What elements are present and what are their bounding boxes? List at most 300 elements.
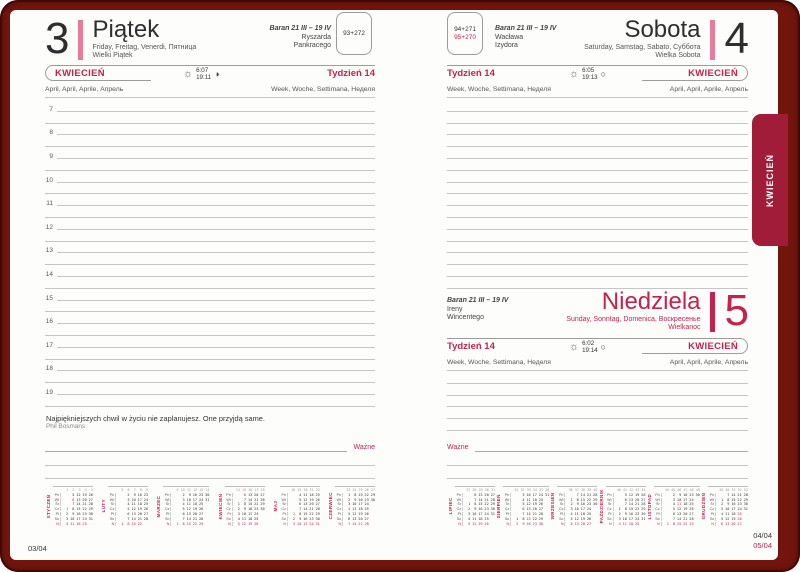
calendar-day: 5 bbox=[299, 497, 302, 502]
weekday-label: N bbox=[280, 522, 288, 526]
calendar-day: 19 bbox=[580, 516, 585, 521]
calendar-day: 10 bbox=[241, 511, 247, 516]
sunrise-sunset bbox=[196, 67, 211, 81]
calendar-day: 28 bbox=[743, 492, 748, 497]
friday-zodiac-block bbox=[270, 25, 331, 51]
calendar-day: 17 bbox=[478, 511, 483, 516]
calendar-day: 11 bbox=[303, 492, 308, 497]
calendar-day: 12 bbox=[241, 521, 247, 526]
calendar-day: 16 bbox=[478, 507, 483, 512]
mini-calendars-jan-jun bbox=[46, 486, 375, 526]
half-hour-line bbox=[45, 159, 375, 171]
calendar-day: 42 bbox=[629, 488, 634, 492]
calendar-day: 21 bbox=[192, 516, 198, 521]
calendar-day: 19 bbox=[297, 488, 302, 492]
sunrise-sunset bbox=[582, 340, 597, 354]
mini-calendar-SIERPIEŃ bbox=[496, 486, 549, 526]
week-intl: Week, Woche, Settimana, Неделя bbox=[271, 86, 375, 93]
weekday-label: Cz bbox=[504, 507, 510, 512]
calendar-day: 26 bbox=[364, 511, 369, 516]
calendar-day: 29 bbox=[538, 516, 544, 521]
weekday-label: Śr bbox=[108, 502, 116, 506]
calendar-day: 5 bbox=[721, 516, 724, 521]
calendar-day: 12 bbox=[186, 507, 191, 512]
calendar-day: 15 bbox=[247, 502, 253, 507]
calendar-day: 9 bbox=[679, 492, 682, 497]
calendar-day: 25 bbox=[82, 521, 87, 526]
hour-number: 11 bbox=[46, 200, 53, 208]
weekday-label: Pn bbox=[164, 492, 170, 497]
weekday-label: Cz bbox=[109, 507, 115, 512]
calendar-day: 13 bbox=[303, 502, 308, 507]
nameday: Ryszarda bbox=[301, 33, 331, 41]
half-hour-line bbox=[45, 112, 375, 124]
calendar-day: 11 bbox=[622, 521, 627, 526]
band-rule bbox=[151, 65, 375, 66]
rule-line bbox=[57, 323, 375, 324]
calendar-day: 31 bbox=[743, 507, 748, 512]
mini-calendar-LUTY bbox=[101, 486, 148, 526]
calendar-day: 3 bbox=[182, 497, 185, 502]
saturday-band bbox=[447, 65, 748, 98]
calendar-day: 25 bbox=[737, 511, 742, 516]
half-hour-line bbox=[45, 348, 375, 360]
calendar-day: 10 bbox=[622, 516, 627, 521]
calendar-day: 2 bbox=[127, 492, 130, 497]
calendar-day: 20 bbox=[82, 497, 87, 502]
calendar-day: 18 bbox=[309, 492, 314, 497]
rule-line bbox=[447, 466, 748, 479]
weekday-label: N bbox=[708, 522, 716, 526]
weekday-label: Cz bbox=[709, 507, 714, 512]
calendar-day: 27 bbox=[364, 516, 369, 521]
calendar-day: 25 bbox=[358, 488, 363, 492]
mini-calendar-month-name: KWIECIEŃ bbox=[217, 493, 223, 520]
calendar-day: 14 bbox=[731, 492, 736, 497]
calendar-day: 17 bbox=[247, 511, 253, 516]
calendar-day: 41 bbox=[622, 488, 627, 492]
page-number-left: 03/04 bbox=[28, 544, 47, 553]
calendar-day: 29 bbox=[689, 521, 694, 526]
friday-header bbox=[45, 14, 375, 66]
mini-calendar-month-name: LIPIEC bbox=[448, 497, 453, 515]
calendar-day: 17 bbox=[303, 521, 308, 526]
weekday-label: Cz bbox=[607, 507, 612, 512]
calendar-day: 19 bbox=[683, 507, 688, 512]
calendar-day: 2 bbox=[618, 511, 621, 516]
calendar-day: 20 bbox=[532, 507, 537, 512]
calendar-day: 14 bbox=[186, 516, 191, 521]
calendar-day: 28 bbox=[364, 521, 369, 526]
calendar-day: 24 bbox=[82, 516, 87, 521]
calendar-day: 8 bbox=[522, 516, 525, 521]
zodiac-sign: Baran 21 III – 19 IV bbox=[495, 25, 557, 32]
friday-day-name: Piątek bbox=[92, 16, 160, 43]
sun-icon: ☼ bbox=[183, 68, 194, 80]
hour-number: 14 bbox=[45, 270, 53, 278]
calendar-day: 9 bbox=[72, 511, 75, 516]
calendar-day: 13 bbox=[628, 497, 634, 502]
calendar-day: 33 bbox=[526, 488, 531, 492]
calendar-day: 9 bbox=[176, 488, 179, 492]
weekday-label: Pt bbox=[163, 512, 171, 516]
mini-calendar-month-name: MAJ bbox=[272, 500, 278, 512]
weekday-label: Wt bbox=[607, 497, 612, 502]
calendar-day: 10 bbox=[472, 511, 477, 516]
calendar-day: 28 bbox=[143, 516, 149, 521]
calendar-day: 19 bbox=[478, 521, 483, 526]
calendar-day: 6 bbox=[299, 502, 302, 507]
calendar-day: 16 bbox=[683, 492, 688, 497]
calendar-day: 11 bbox=[725, 511, 730, 516]
calendar-day: 23 bbox=[634, 511, 640, 516]
weekday-label: Pn bbox=[54, 492, 59, 497]
nameday: Pankracego bbox=[293, 42, 331, 49]
calendar-day: 7 bbox=[133, 488, 136, 492]
weekday-label: Wt bbox=[54, 497, 59, 502]
calendar-day: 3 bbox=[127, 497, 130, 502]
calendar-day: 19 bbox=[247, 521, 253, 526]
saturday-lines bbox=[447, 100, 748, 289]
calendar-day: 36 bbox=[545, 488, 550, 492]
calendar-day: 1 bbox=[66, 507, 69, 512]
calendar-day: 4 bbox=[348, 507, 351, 512]
weekday-label: Wt bbox=[504, 497, 510, 502]
calendar-day: 16 bbox=[247, 507, 253, 512]
calendar-day: 26 bbox=[143, 507, 149, 512]
calendar-day: 13 bbox=[478, 492, 483, 497]
calendar-day: 23 bbox=[689, 492, 694, 497]
calendar-day: 15 bbox=[303, 511, 308, 516]
mini-calendar-month-name: LUTY bbox=[101, 499, 107, 513]
calendar-day: 15 bbox=[478, 502, 483, 507]
calendar-day: 3 bbox=[618, 516, 621, 521]
calendar-day: 11 bbox=[70, 521, 75, 526]
weekday-label: Śr bbox=[53, 502, 61, 506]
calendar-day: 24 bbox=[254, 511, 259, 516]
important-row bbox=[447, 440, 748, 452]
calendar-day: 25 bbox=[198, 502, 204, 507]
calendar-day: 23 bbox=[254, 507, 259, 512]
calendar-day: 14 bbox=[303, 507, 308, 512]
calendar-day: 7 bbox=[182, 516, 185, 521]
calendar-day: 21 bbox=[309, 507, 314, 512]
rule-line bbox=[57, 205, 375, 206]
calendar-day: 39 bbox=[587, 488, 592, 492]
mini-calendar-GRUDZIEŃ bbox=[701, 486, 748, 526]
half-hour-line bbox=[45, 230, 375, 242]
hour-number: 9 bbox=[49, 152, 53, 160]
calendar-day: 29 bbox=[260, 502, 265, 507]
calendar-day: 49 bbox=[719, 488, 724, 492]
calendar-day: 18 bbox=[580, 511, 585, 516]
calendar-day: 27 bbox=[88, 497, 93, 502]
calendar-day: 43 bbox=[635, 488, 640, 492]
rule-line bbox=[447, 124, 748, 136]
calendar-day: 13 bbox=[131, 511, 136, 516]
hour-number: 8 bbox=[49, 129, 53, 137]
zodiac-sign: Baran 21 III – 19 IV bbox=[269, 25, 331, 32]
calendar-day: 8 bbox=[182, 521, 185, 526]
calendar-day: 20 bbox=[731, 521, 736, 526]
hour-number: 7 bbox=[49, 105, 53, 113]
calendar-day: 21 bbox=[358, 521, 363, 526]
calendar-day: 10 bbox=[352, 502, 357, 507]
weekday-label: So bbox=[164, 516, 170, 521]
calendar-day: 3 bbox=[570, 507, 573, 512]
moon-phase-icon: ○ bbox=[600, 69, 607, 79]
calendar-day: 11 bbox=[676, 502, 682, 507]
sunday-day-names-intl: Sunday, Sonntag, Domenica, Воскресенье bbox=[566, 316, 701, 323]
weekday-label: Śr bbox=[557, 502, 565, 506]
calendar-day: 14 bbox=[131, 516, 136, 521]
calendar-day: 15 bbox=[628, 507, 634, 512]
calendar-day: 8 bbox=[727, 497, 730, 502]
calendar-day: 23 bbox=[484, 507, 489, 512]
calendar-day: 9 bbox=[624, 511, 627, 516]
calendar-day: 6 bbox=[570, 521, 573, 526]
calendar-day: 17 bbox=[731, 507, 736, 512]
calendar-day: 2 bbox=[672, 492, 676, 497]
weekday-label: Wt bbox=[109, 497, 115, 502]
rule-line bbox=[475, 451, 748, 452]
weekday-label: Wt bbox=[336, 497, 342, 502]
rule-line bbox=[447, 453, 748, 466]
weekday-label: So bbox=[109, 516, 115, 521]
weekday-label: Pn bbox=[109, 492, 115, 497]
calendar-day: 14 bbox=[478, 497, 483, 502]
weekday-label: Pt bbox=[654, 512, 662, 516]
calendar-day: 48 bbox=[689, 488, 694, 492]
calendar-day: 13 bbox=[76, 497, 81, 502]
calendar-day: 21 bbox=[683, 516, 688, 521]
sunday-band bbox=[447, 338, 748, 371]
calendar-day: 18 bbox=[683, 502, 688, 507]
weekday-label: N bbox=[654, 522, 662, 526]
calendar-day: 7 bbox=[243, 497, 247, 502]
calendar-day: 10 bbox=[574, 507, 579, 512]
calendar-day: 9 bbox=[576, 502, 579, 507]
calendar-day: 9 bbox=[474, 507, 477, 512]
important-label: Ważne bbox=[447, 444, 469, 451]
weekday-label: So bbox=[504, 516, 510, 521]
calendar-day: 10 bbox=[526, 492, 531, 497]
calendar-day: 1 bbox=[721, 497, 724, 502]
rule-line bbox=[57, 182, 375, 183]
calendar-day: 6 bbox=[243, 492, 247, 497]
rule-line bbox=[447, 242, 748, 254]
weekday-label: So bbox=[456, 516, 461, 521]
weekday-label: Śr bbox=[225, 502, 233, 506]
sunrise-time: 6:02 bbox=[582, 340, 595, 347]
calendar-day: 18 bbox=[260, 488, 265, 492]
calendar-day: 22 bbox=[532, 516, 537, 521]
calendar-day: 4 bbox=[66, 521, 69, 526]
calendar-day: 38 bbox=[581, 488, 585, 492]
rule-line bbox=[447, 407, 748, 419]
calendar-day: 14 bbox=[76, 502, 81, 507]
calendar-day: 25 bbox=[143, 502, 149, 507]
mini-calendar-month-name: STYCZEŃ bbox=[46, 494, 51, 519]
calendar-day: 51 bbox=[731, 488, 736, 492]
accent-bar bbox=[78, 20, 83, 60]
calendar-day: 24 bbox=[484, 511, 489, 516]
calendar-day: 27 bbox=[689, 511, 694, 516]
calendar-day: 6 bbox=[127, 511, 130, 516]
calendar-day: 13 bbox=[574, 521, 579, 526]
calendar-day: 27 bbox=[466, 488, 471, 492]
extra-rules bbox=[447, 453, 748, 479]
rule-line bbox=[447, 183, 748, 195]
rule-line bbox=[45, 451, 347, 452]
calendar-day: 8 bbox=[127, 521, 130, 526]
calendar-day: 9 bbox=[243, 507, 247, 512]
calendar-day: 30 bbox=[743, 502, 748, 507]
weekday-label: N bbox=[557, 522, 565, 526]
calendar-day: 15 bbox=[131, 521, 136, 526]
calendar-day: 11 bbox=[472, 516, 477, 521]
mini-calendar-PAŹDZIERNIK bbox=[599, 486, 646, 526]
sun-icon: ☼ bbox=[569, 341, 580, 353]
calendar-day: 22 bbox=[364, 492, 369, 497]
calendar-day: 27 bbox=[538, 507, 544, 512]
calendar-day: 12 bbox=[676, 507, 682, 512]
half-hour-line bbox=[45, 253, 375, 265]
rule-line bbox=[57, 134, 375, 135]
calendar-day: 44 bbox=[641, 488, 646, 492]
weekday-label: Cz bbox=[336, 507, 342, 512]
calendar-day: 35 bbox=[539, 488, 544, 492]
month-intl: April, April, Aprile, Апрель bbox=[669, 86, 748, 93]
hour-line bbox=[45, 218, 375, 230]
calendar-day: 15 bbox=[580, 497, 585, 502]
calendar-day: 5 bbox=[522, 502, 525, 507]
calendar-day: 10 bbox=[180, 488, 185, 492]
weekday-label: Wt bbox=[164, 497, 170, 502]
calendar-day: 19 bbox=[82, 492, 87, 497]
hour-number: 12 bbox=[45, 223, 53, 231]
calendar-day: 19 bbox=[532, 502, 537, 507]
calendar-day: 27 bbox=[737, 521, 742, 526]
hour-grid bbox=[45, 100, 375, 407]
band-rule bbox=[447, 338, 642, 339]
sunrise-time: 6:05 bbox=[582, 67, 595, 74]
calendar-day: 31 bbox=[205, 497, 210, 502]
important-row bbox=[45, 440, 375, 452]
calendar-day: 16 bbox=[358, 497, 363, 502]
calendar-day: 19 bbox=[137, 507, 142, 512]
calendar-day: 31 bbox=[641, 516, 646, 521]
mini-calendar-STYCZEŃ bbox=[46, 486, 93, 526]
calendar-day: 12 bbox=[76, 492, 81, 497]
calendar-day: 7 bbox=[127, 516, 130, 521]
calendar-day: 12 bbox=[193, 488, 198, 492]
weekday-label: Pt bbox=[606, 512, 614, 516]
calendar-day: 15 bbox=[731, 497, 736, 502]
calendar-day: 3 bbox=[468, 511, 471, 516]
calendar-day: 28 bbox=[315, 507, 320, 512]
sunrise-time: 6:07 bbox=[196, 67, 209, 74]
calendar-day: 24 bbox=[634, 516, 640, 521]
calendar-day: 3 bbox=[672, 497, 676, 502]
calendar-day: 20 bbox=[254, 492, 259, 497]
nameday: Izydora bbox=[495, 42, 518, 49]
calendar-day: 30 bbox=[538, 521, 544, 526]
calendar-day: 2 bbox=[237, 507, 240, 512]
calendar-day: 15 bbox=[76, 507, 81, 512]
hour-line bbox=[45, 147, 375, 159]
hour-number: 17 bbox=[45, 341, 53, 349]
calendar-day: 23 bbox=[586, 502, 592, 507]
calendar-day: 28 bbox=[260, 497, 265, 502]
calendar-day: 24 bbox=[538, 492, 544, 497]
calendar-day: 17 bbox=[532, 492, 537, 497]
weekday-label: Pn bbox=[456, 492, 461, 497]
moon-phase-icon: ◑ bbox=[214, 69, 220, 79]
left-page bbox=[45, 10, 375, 560]
calendar-day: 23 bbox=[82, 511, 87, 516]
accent-bar bbox=[710, 292, 715, 332]
calendar-day: 24 bbox=[309, 521, 314, 526]
calendar-day: 21 bbox=[309, 488, 314, 492]
weekday-label: Cz bbox=[164, 507, 170, 512]
calendar-day: 17 bbox=[192, 497, 198, 502]
rule-line bbox=[447, 230, 748, 242]
calendar-day: 25 bbox=[689, 502, 694, 507]
calendar-day: 15 bbox=[526, 516, 531, 521]
hour-number: 18 bbox=[45, 365, 53, 373]
calendar-day: 17 bbox=[683, 497, 688, 502]
calendar-day: 28 bbox=[88, 502, 93, 507]
calendar-day: 5 bbox=[90, 488, 93, 492]
calendar-day: 22 bbox=[137, 521, 142, 526]
calendar-day: 18 bbox=[137, 502, 142, 507]
calendar-day: 26 bbox=[641, 492, 646, 497]
calendar-day: 4 bbox=[182, 502, 185, 507]
calendar-day: 13 bbox=[352, 516, 357, 521]
calendar-day: 10 bbox=[186, 497, 191, 502]
calendar-day: 7 bbox=[348, 521, 351, 526]
calendar-day: 12 bbox=[725, 516, 730, 521]
calendar-day: 26 bbox=[737, 516, 742, 521]
calendar-day: 19 bbox=[309, 497, 314, 502]
calendar-day: 26 bbox=[586, 516, 592, 521]
weekday-label: Pt bbox=[280, 512, 288, 516]
calendar-day: 30 bbox=[370, 497, 375, 502]
calendar-day: 29 bbox=[593, 497, 598, 502]
month-bracket: KWIECIEŃ bbox=[642, 338, 748, 354]
calendar-day: 9 bbox=[146, 488, 149, 492]
sun-times bbox=[183, 67, 220, 81]
calendar-day: 1 bbox=[237, 502, 240, 507]
calendar-day: 28 bbox=[490, 497, 495, 502]
nameday: Ireny bbox=[447, 305, 463, 313]
calendar-day: 8 bbox=[72, 507, 75, 512]
rule-line bbox=[57, 276, 375, 277]
calendar-day: 18 bbox=[291, 488, 296, 492]
calendar-day: 44 bbox=[664, 488, 669, 492]
calendar-day: 20 bbox=[137, 511, 142, 516]
calendar-day: 3 bbox=[721, 507, 724, 512]
calendar-day: 18 bbox=[358, 507, 363, 512]
calendar-day: 8 bbox=[624, 507, 627, 512]
weekday-label: So bbox=[54, 516, 59, 521]
calendar-day: 11 bbox=[186, 502, 191, 507]
weekday-label: So bbox=[226, 516, 231, 521]
calendar-day: 22 bbox=[315, 488, 320, 492]
calendar-day: 9 bbox=[299, 516, 302, 521]
right-page bbox=[447, 10, 748, 560]
